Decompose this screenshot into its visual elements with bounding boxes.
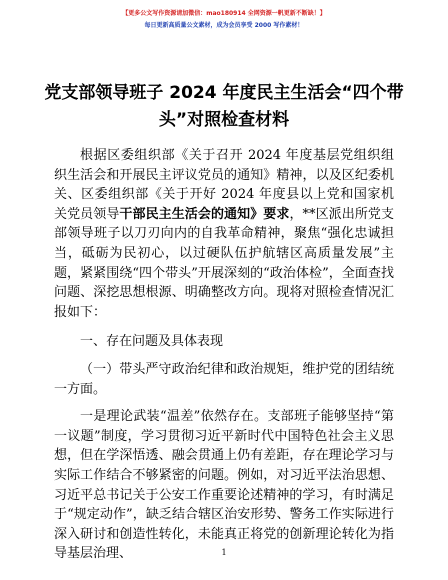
point-one-paragraph: 一是理论武装“温差”依然存在。支部班子能够坚持“第一议题”制度，学习贯彻习近平新时代中国特色社会主义思想，但在学深悟透、融会贯通上仍有差距，存在理论学习与实际工作结合不够紧密的问题。例如，对习近平法治思想、习近平总书记关于公安工作重要论述精神的学习，有时满足于“规定动作”，缺乏结合辖区治安形势、警务工作实际进行深入研讨和创造性转化，未能真正将党的创新理论转化为指导基层治理、 — [54, 409, 394, 562]
section-heading: 一、存在问题及具体表现 — [80, 334, 224, 350]
document-title: 党支部领导班子 2024 年度民主生活会“四个带头”对照检查材料 — [44, 83, 404, 130]
subsection-heading: （一）带头严守政治纪律和政治规矩，维护党的团结统一方面。 — [54, 361, 394, 397]
intro-paragraph — [54, 146, 394, 322]
promo-banner-line-2: 每日更新高质量公文素材，成为会员享受 2000 写作素材！ — [144, 22, 304, 29]
page-number: 1 — [221, 548, 227, 557]
intro-text-start: 根据区委组织部《关于召开 2024 年度基层党组织组织生活会和开展民主评议党员的通知》精神，以及区纪委机关、区委组织部《关于开好 2024 年度县以上党和国家机关党员领导 — [54, 148, 394, 222]
intro-bold-text: 干部民主生活会的通知》要求 — [119, 206, 290, 222]
promo-banner — [0, 8, 448, 32]
promo-banner-line-1: 【更多公文写作资源请加微信：mao180914 全网资源一帆更新不断缺！】 — [122, 10, 326, 17]
document-body — [54, 146, 394, 564]
intro-text-end: ，**区派出所党支部领导班子以刀刃向内的自我革命精神，聚焦“强化忠诚担当，砥砺为民初心，以过硬队伍护航辖区高质量发展”主题，紧紧围绕“四个带头”开展深刻的“政治体检”，全面查找问题、深挖思想根源、明确整改方向。现将对照检查情况汇报如下： — [54, 206, 394, 320]
